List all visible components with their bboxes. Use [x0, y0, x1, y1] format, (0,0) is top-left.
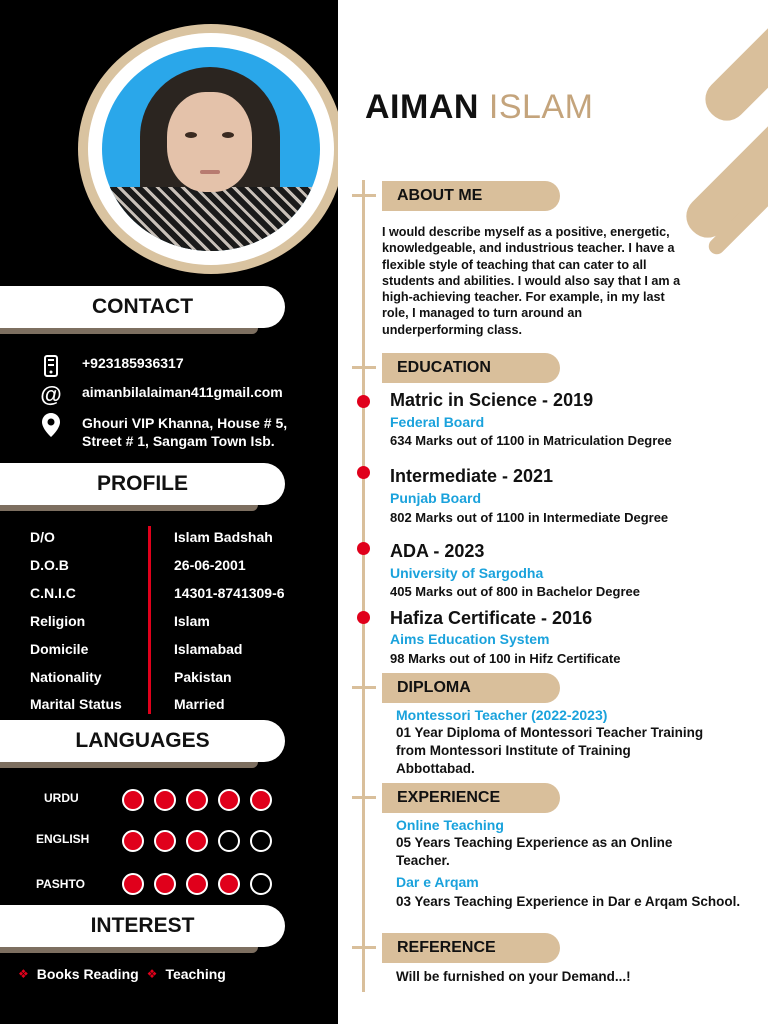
profile-heading: PROFILE: [0, 463, 285, 505]
rating-dot-filled: [250, 789, 272, 811]
address-line: Street # 1, Sangam Town Isb.: [82, 433, 275, 449]
language-name: ENGLISH: [36, 832, 90, 846]
contact-phone: [40, 355, 184, 377]
about-heading: ABOUT ME: [382, 181, 560, 211]
diploma-heading: DIPLOMA: [382, 673, 560, 703]
mouth: [200, 170, 220, 174]
timeline-dot: [357, 395, 370, 408]
profile-label: Domicile: [30, 641, 89, 657]
diamond-bullet-icon: ❖: [18, 967, 29, 981]
education-board: Federal Board: [390, 414, 485, 430]
education-desc: 634 Marks out of 1100 in Matriculation Degree: [390, 433, 672, 448]
profile-value: Islam: [174, 613, 210, 629]
rating-dot-empty: [250, 873, 272, 895]
email-text[interactable]: aimanbilalaiman411gmail.com: [82, 384, 283, 400]
profile-label: Religion: [30, 613, 86, 629]
scarf-pattern: [102, 187, 320, 251]
profile-value: Pakistan: [174, 669, 232, 685]
first-name: AIMAN: [365, 88, 479, 126]
rating-dot-filled: [122, 830, 144, 852]
experience-desc: 03 Years Teaching Experience in Dar e Arqam School.: [396, 894, 741, 909]
language-rating: [122, 830, 272, 852]
interest-item: Books Reading: [36, 966, 139, 982]
timeline-dot: [357, 542, 370, 555]
languages-heading: LANGUAGES: [0, 720, 285, 762]
rating-dot-filled: [186, 789, 208, 811]
education-title: Matric in Science - 2019: [390, 390, 594, 410]
education-board: University of Sargodha: [390, 565, 544, 581]
eye: [222, 132, 234, 138]
reference-heading: REFERENCE: [382, 933, 560, 963]
mobile-phone-icon: [40, 355, 62, 377]
profile-label: C.N.I.C: [30, 585, 76, 601]
education-desc: 802 Marks out of 1100 in Intermediate Degree: [390, 510, 669, 525]
profile-label: D.O.B: [30, 557, 69, 573]
education-desc: 405 Marks out of 800 in Bachelor Degree: [390, 584, 640, 599]
rating-dot-filled: [154, 789, 176, 811]
experience-desc: 05 Years Teaching Experience as an Online Teacher.: [396, 835, 673, 868]
map-pin-icon: [40, 414, 62, 436]
language-name: PASHTO: [36, 877, 85, 891]
last-name: ISLAM: [488, 88, 594, 126]
language-name: URDU: [44, 791, 79, 805]
rating-dot-empty: [218, 830, 240, 852]
timeline-dot: [357, 611, 370, 624]
timeline-tick: [352, 686, 376, 689]
education-title: Intermediate - 2021: [390, 466, 554, 486]
rating-dot-filled: [186, 830, 208, 852]
interest-heading: INTEREST: [0, 905, 285, 947]
interest-list: [18, 966, 226, 982]
reference-text: Will be furnished on your Demand...!: [396, 969, 631, 984]
contact-heading: CONTACT: [0, 286, 285, 328]
rating-dot-filled: [218, 873, 240, 895]
experience-heading: EXPERIENCE: [382, 783, 560, 813]
rating-dot-filled: [154, 830, 176, 852]
education-heading: EDUCATION: [382, 353, 560, 383]
rating-dot-filled: [154, 873, 176, 895]
phone-text[interactable]: +923185936317: [82, 355, 184, 371]
about-text: I would describe myself as a positive, energetic, knowledgeable, and industrious teacher. I have a flexible style of teaching that can cater to all students and abilities. I would also say that I am a high-achieving teacher. For example, in my last role, I managed to turn around an underperforming class.: [382, 225, 681, 337]
profile-value: Islamabad: [174, 641, 243, 657]
person-name: [365, 88, 593, 127]
timeline-tick: [352, 366, 376, 369]
timeline-tick: [352, 796, 376, 799]
education-board: Aims Education System: [390, 631, 550, 647]
rating-dot-empty: [250, 830, 272, 852]
contact-address: [40, 414, 287, 450]
profile-value: 14301-8741309-6: [174, 585, 285, 601]
experience-title: Dar e Arqam: [396, 874, 479, 890]
rating-dot-filled: [122, 789, 144, 811]
language-rating: [122, 873, 272, 895]
profile-label: D/O: [30, 529, 55, 545]
address-line: Ghouri VIP Khanna, House # 5,: [82, 415, 288, 431]
profile-photo: [102, 47, 320, 251]
rating-dot-filled: [122, 873, 144, 895]
experience-title: Online Teaching: [396, 817, 504, 833]
profile-label: Marital Status: [30, 696, 122, 712]
diploma-desc: 01 Year Diploma of Montessori Teacher Training from Montessori Institute of Training Abbottabad.: [396, 725, 704, 776]
diploma-title: Montessori Teacher (2022-2023): [396, 707, 608, 723]
interest-item: Teaching: [165, 966, 226, 982]
timeline-line: [362, 180, 365, 992]
timeline-dot: [357, 466, 370, 479]
profile-value: Islam Badshah: [174, 529, 273, 545]
left-sidebar: [0, 0, 338, 1024]
profile-divider: [148, 526, 151, 714]
contact-email: [40, 384, 283, 406]
profile-label: Nationality: [30, 669, 102, 685]
education-desc: 98 Marks out of 100 in Hifz Certificate: [390, 651, 621, 666]
language-rating: [122, 789, 272, 811]
timeline-tick: [352, 946, 376, 949]
education-title: ADA - 2023: [390, 541, 485, 561]
profile-value: Married: [174, 696, 225, 712]
profile-value: 26-06-2001: [174, 557, 246, 573]
rating-dot-filled: [218, 789, 240, 811]
diamond-bullet-icon: ❖: [146, 967, 158, 981]
rating-dot-filled: [186, 873, 208, 895]
at-sign-icon: @: [40, 382, 62, 407]
education-board: Punjab Board: [390, 490, 482, 506]
timeline-tick: [352, 194, 376, 197]
education-title: Hafiza Certificate - 2016: [390, 608, 593, 628]
face: [167, 92, 252, 192]
eye: [185, 132, 197, 138]
